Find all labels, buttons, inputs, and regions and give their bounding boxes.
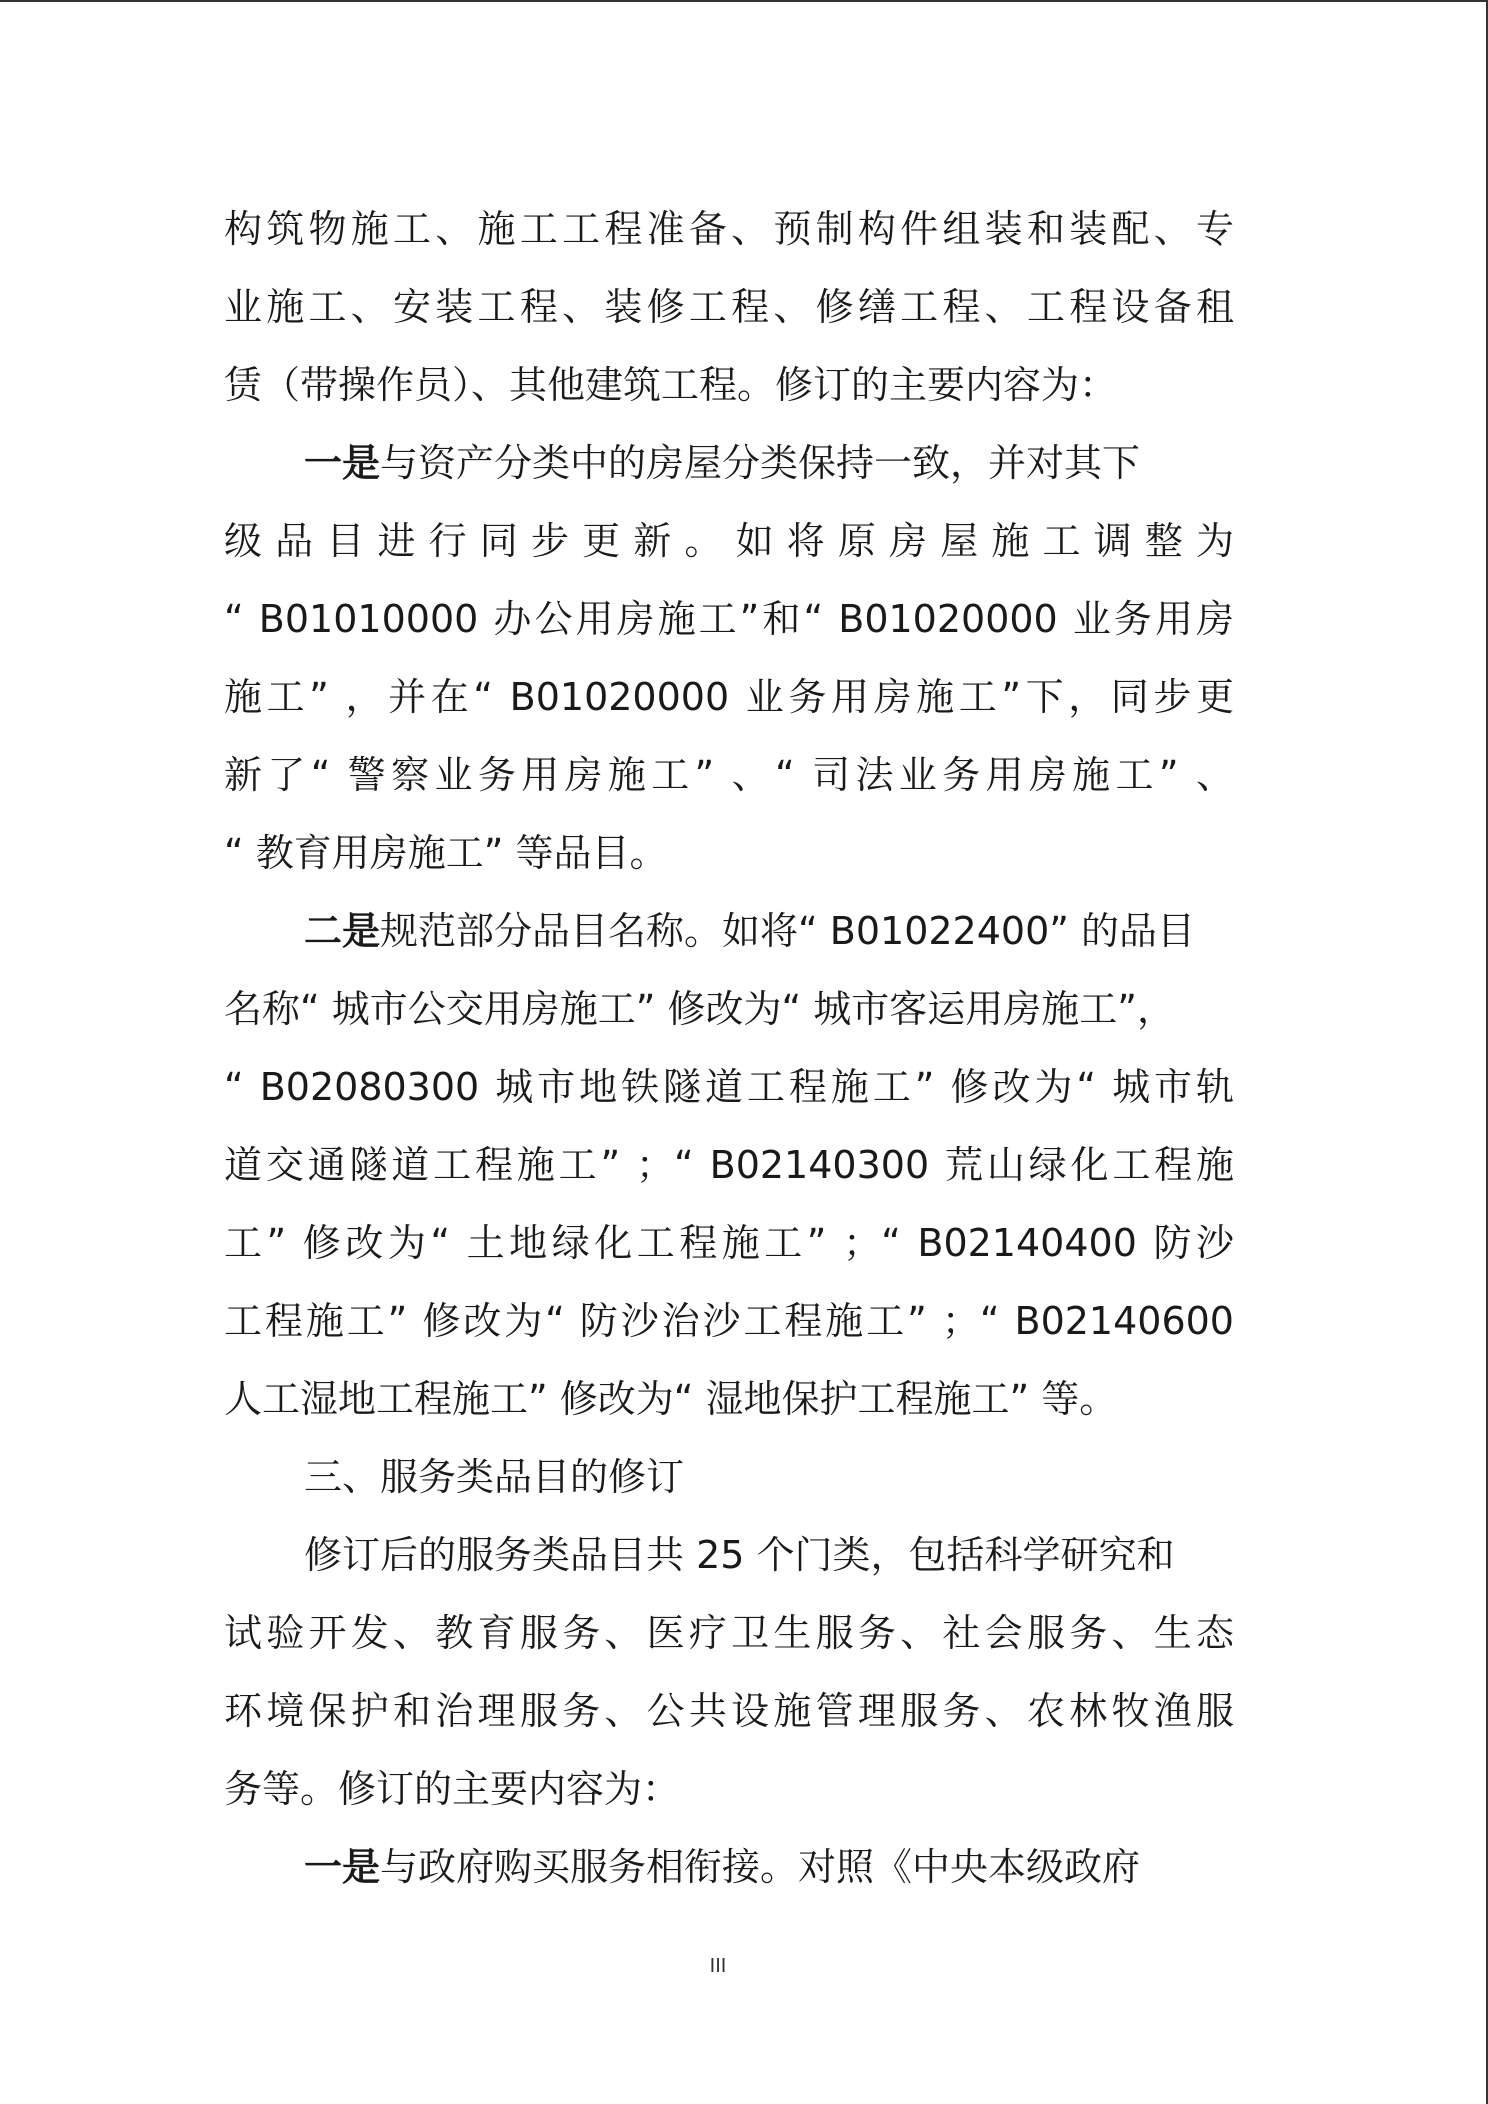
text-line	[224, 1672, 1234, 1750]
line-text: 道交通隧道工程施工” ；“ B02140300 荒山绿化工程施	[224, 1143, 1234, 1187]
line-text: 三、服务类品目的修订	[304, 1455, 685, 1499]
line-text: 赁（带操作员）、其他建筑工程。修订的主要内容为：	[224, 363, 1118, 407]
text-line	[224, 502, 1234, 580]
line-text: 新了“ 警察业务用房施工” 、“ 司法业务用房施工” 、	[224, 753, 1234, 797]
text-line	[224, 346, 1234, 424]
text-line	[224, 1360, 1234, 1438]
text-line	[224, 1594, 1234, 1672]
line-text: 试验开发、教育服务、医疗卫生服务、社会服务、生态	[224, 1611, 1234, 1655]
text-line	[224, 892, 1234, 970]
text-line	[224, 1048, 1234, 1126]
text-line	[224, 736, 1234, 814]
line-text: “ 教育用房施工” 等品目。	[224, 831, 668, 875]
line-text: “ B01010000 办公用房施工”和“ B01020000 业务用房	[224, 597, 1234, 641]
text-line	[224, 1828, 1234, 1906]
line-text: 人工湿地工程施工” 修改为“ 湿地保护工程施工” 等。	[224, 1377, 1118, 1421]
line-text: 业施工、安装工程、装修工程、修缮工程、工程设备租	[224, 285, 1234, 329]
bold-lead: 一是	[304, 1845, 381, 1889]
line-text: 修订后的服务类品目共 25 个门类，包括科学研究和	[304, 1533, 1175, 1577]
line-text: 工程施工” 修改为“ 防沙治沙工程施工” ；“ B02140600	[224, 1299, 1234, 1343]
line-text: 工” 修改为“ 土地绿化工程施工” ；“ B02140400 防沙	[224, 1221, 1234, 1265]
text-line	[224, 1750, 1234, 1828]
text-line	[224, 658, 1234, 736]
text-line	[224, 1282, 1234, 1360]
page-top-edge	[0, 0, 1488, 2]
line-text: “ B02080300 城市地铁隧道工程施工” 修改为“ 城市轨	[224, 1065, 1234, 1109]
text-line	[224, 580, 1234, 658]
page-number: III	[709, 1955, 727, 1977]
text-line	[224, 1204, 1234, 1282]
line-text: 环境保护和治理服务、公共设施管理服务、农林牧渔服	[224, 1689, 1234, 1733]
text-line	[224, 268, 1234, 346]
line-text: 与政府购买服务相衔接。对照《中央本级政府	[380, 1845, 1141, 1889]
line-text: 务等。修订的主要内容为：	[224, 1767, 681, 1811]
text-line	[224, 1516, 1234, 1594]
line-text: 级品目进行同步更新。如将原房屋施工调整为	[224, 519, 1234, 563]
line-text: 名称“ 城市公交用房施工” 修改为“ 城市客运用房施工”，	[224, 987, 1175, 1031]
line-text: 施工” ，并在“ B01020000 业务用房施工”下，同步更	[224, 675, 1234, 719]
text-line	[224, 1438, 1234, 1516]
line-text: 规范部分品目名称。如将“ B01022400” 的品目	[380, 909, 1196, 953]
body-text	[224, 190, 1234, 1906]
text-line	[224, 1126, 1234, 1204]
bold-lead: 一是	[304, 441, 381, 485]
line-text: 与资产分类中的房屋分类保持一致，并对其下	[380, 441, 1141, 485]
text-line	[224, 424, 1234, 502]
text-line	[224, 190, 1234, 268]
bold-lead: 二是	[304, 909, 381, 953]
text-line	[224, 814, 1234, 892]
line-text: 构筑物施工、施工工程准备、预制构件组装和装配、专	[224, 207, 1234, 251]
text-line	[224, 970, 1234, 1048]
